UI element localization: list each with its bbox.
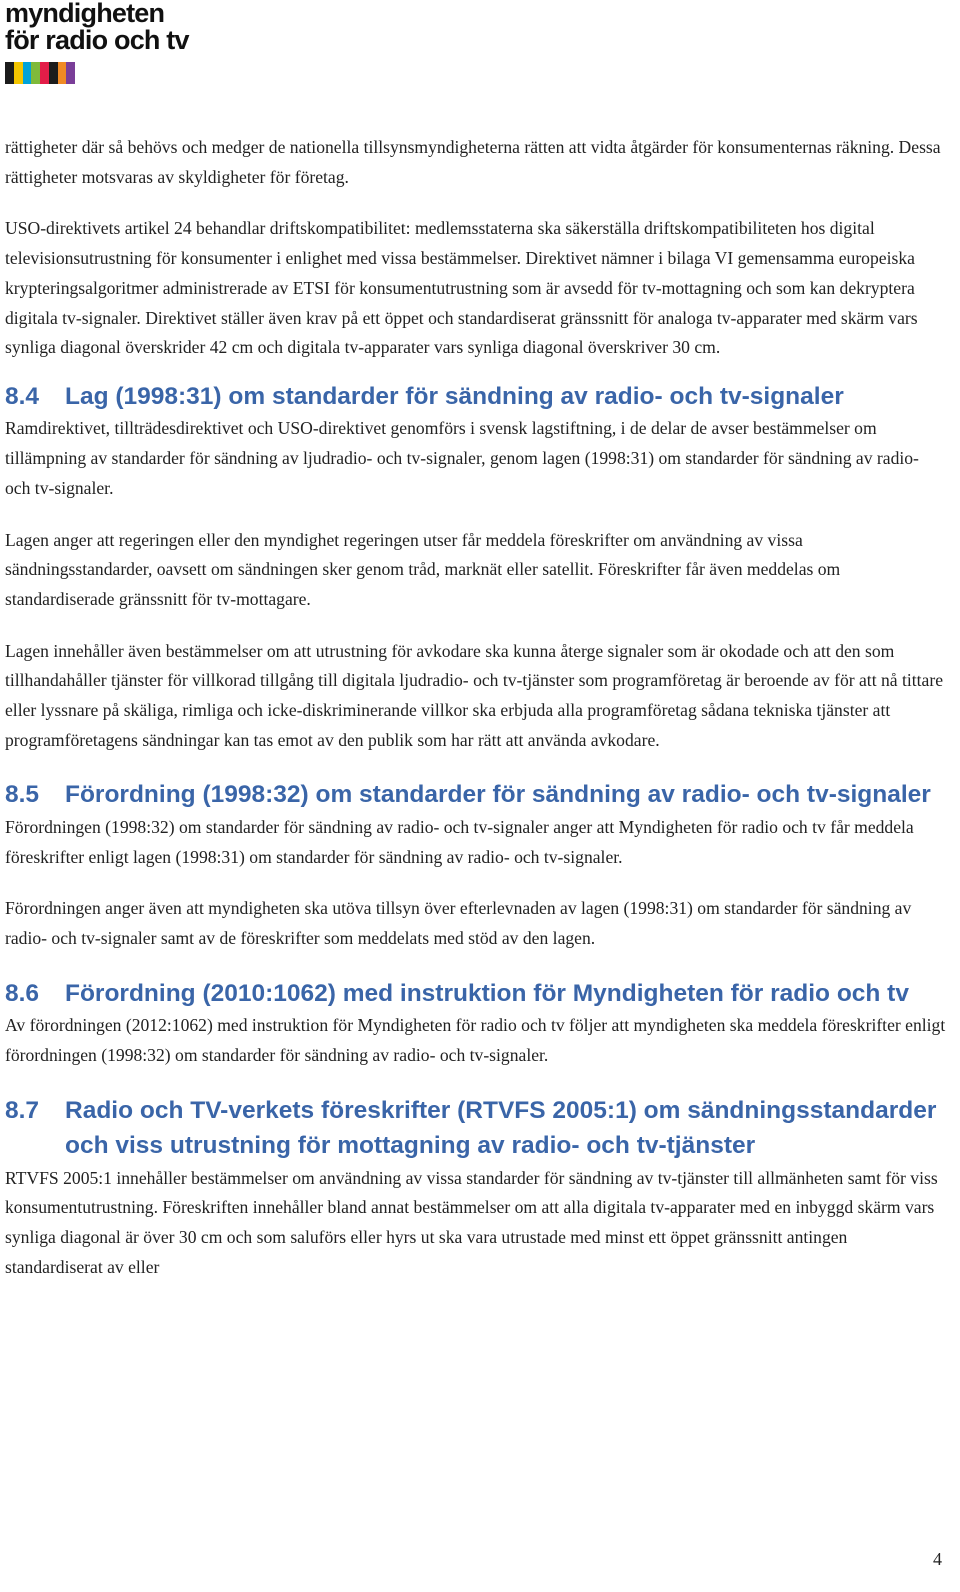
logo-color-bars — [5, 62, 75, 84]
heading-title: Förordning (1998:32) om standarder för sändning av radio- och tv-signaler — [65, 781, 931, 809]
paragraph-8-5-1: Förordningen (1998:32) om standarder för sändning av radio- och tv-signaler anger att Myndigheten för radio och tv får meddela föreskrifter enligt lagen (1998:31) om standarder för sändning av radio- och tv-signaler. — [5, 816, 914, 867]
logo-bar — [66, 62, 75, 84]
heading-8-4 — [5, 379, 947, 415]
logo-bar — [40, 62, 49, 84]
document-body — [5, 133, 947, 1282]
logo-line-2: för radio och tv — [5, 25, 189, 55]
heading-number: 8.7 — [5, 1096, 40, 1124]
logo-bar — [5, 62, 14, 84]
logo-line-1: myndigheten — [5, 0, 165, 28]
paragraph-8-4-1: Ramdirektivet, tillträdesdirektivet och USO-direktivet genomförs i svensk lagstiftning, i de delar de avser bestämmelser om tillämpning av standarder för sändning av ljudradio- och tv-signaler, genom lagen (1998:31) om standarder för sändning av radio- och tv-signaler. — [5, 418, 919, 498]
heading-number: 8.5 — [5, 781, 40, 809]
heading-title: Lag (1998:31) om standarder för sändning av radio- och tv-signaler — [65, 382, 844, 410]
paragraph-continuation: rättigheter där så behövs och medger de nationella tillsynsmyndigheterna rätten att vidta åtgärder för konsumenternas räkning. Dessa rättigheter motsvaras av skyldigheter för företag. — [5, 137, 941, 187]
logo-bar — [58, 62, 67, 84]
paragraph-8-4-2: Lagen anger att regeringen eller den myndighet regeringen utser får meddela föreskrifter om användning av vissa sändningsstandarder, oavsett om sändningen sker genom tråd, marknät eller satellit. Föreskrifter får även meddelas om standardiserade gränssnitt för tv-mottagare. — [5, 529, 841, 609]
logo — [5, 0, 225, 84]
paragraph-8-7-1: RTVFS 2005:1 innehåller bestämmelser om användning av vissa standarder för sändning av tv-tjänster till allmänheten samt för viss konsumentutrustning. Föreskriften innehåller bland annat bestämmelser om att alla digitala tv-apparater med en inbyggd skärm vars synliga diagonal är över 30 cm och som saluförs eller hyrs ut ska vara utrustade med minst ett öppet gränssnitt antingen standardiserat av eller — [5, 1167, 938, 1277]
logo-bar — [14, 62, 23, 84]
heading-title: Förordning (2010:1062) med instruktion för Myndigheten för radio och tv — [65, 979, 909, 1007]
logo-bar — [31, 62, 40, 84]
paragraph-8-6-1: Av förordningen (2012:1062) med instruktion för Myndigheten för radio och tv följer att myndigheten ska meddela föreskrifter enligt förordningen (1998:32) om standarder för sändning av radio- och tv-signaler. — [5, 1015, 946, 1065]
paragraph-8-4-3: Lagen innehåller även bestämmelser om att utrustning för avkodare ska kunna återge signaler som är okodade och att den som tillhandahåller tjänster för villkorad tillgång till digitala ljudradio- och tv-tjänster som programföretag är beroende av för att nå tittare eller lyssnare på skäliga, rimliga och icke-diskriminerande villkor ska erbjuda alla programföretag sådana tekniska tjänster att programföretagens sändningar kan tas emot av den publik som har rätt att använda avkodare. — [5, 640, 944, 750]
heading-8-7 — [5, 1093, 947, 1164]
logo-bar — [49, 62, 58, 84]
paragraph-uso-article-24: USO-direktivets artikel 24 behandlar driftskompatibilitet: medlemsstaterna ska säkerställa driftskompatibiliteten hos digital televisionsutrustning för konsumenter i enlighet med vissa bestämmelser. Direktivet nämner i bilaga VI gemensamma europeiska krypteringsalgoritmer administrerade av ETSI för konsumentutrustning som är avsedd för tv-mottagning och som kan dekryptera digitala tv-signaler. Direktivet ställer även krav på ett öppet och standardiserat gränssnitt för analoga tv-apparater med skärm vars synliga diagonal överskrider 42 cm och digitala tv-apparater vars synliga diagonal överskriver 30 cm. — [5, 218, 918, 358]
logo-bar — [23, 62, 32, 84]
page-number: 4 — [933, 1549, 942, 1569]
heading-title: Radio och TV-verkets föreskrifter (RTVFS 2005:1) om sändningsstandarder och viss utrustning för mottagning av radio- och tv-tjänster — [65, 1096, 937, 1160]
heading-8-6 — [5, 976, 947, 1012]
heading-number: 8.4 — [5, 382, 40, 410]
paragraph-8-5-2: Förordningen anger även att myndigheten ska utöva tillsyn över efterlevnaden av lagen (1998:31) om standarder för sändning av radio- och tv-signaler samt av de föreskrifter som meddelats med stöd av den lagen. — [5, 898, 912, 949]
heading-8-5 — [5, 777, 947, 813]
heading-number: 8.6 — [5, 979, 40, 1007]
